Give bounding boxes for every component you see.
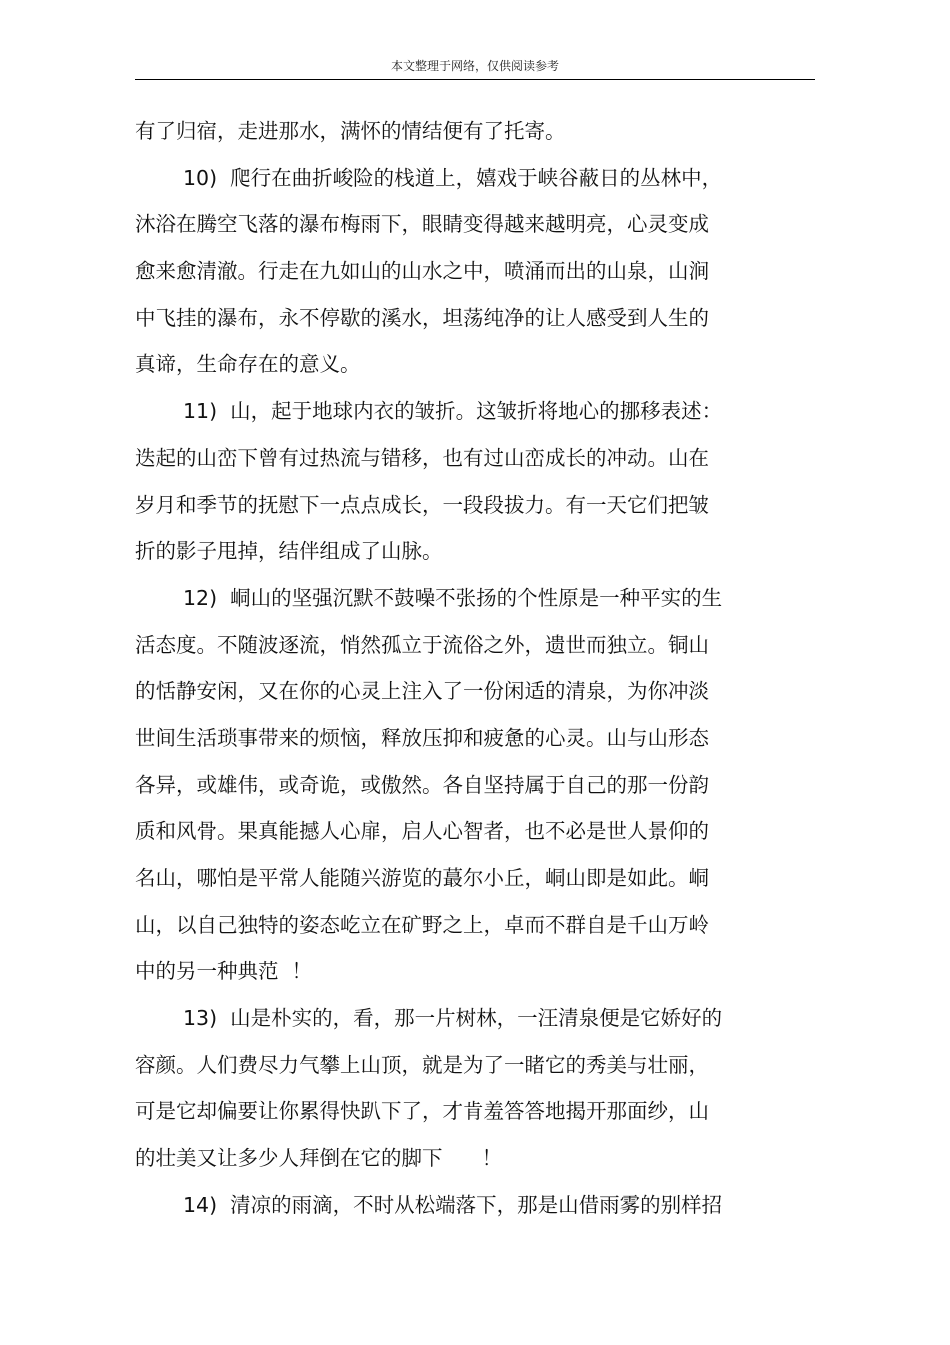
text-line: 的恬静安闲，又在你的心灵上注入了一份闲适的清泉，为你冲淡 — [135, 679, 709, 704]
text-line: 真谛，生命存在的意义。 — [135, 352, 361, 377]
text-line: 容颜。人们费尽力气攀上山顶，就是为了一睹它的秀美与壮丽， — [135, 1052, 709, 1077]
header-divider — [135, 79, 815, 80]
text-line: 折的影子甩掉，结伴组成了山脉。 — [135, 539, 443, 564]
text-line: 沐浴在腾空飞落的瀑布梅雨下，眼睛变得越来越明亮，心灵变成 — [135, 212, 709, 237]
text-line: 各异，或雄伟，或奇诡，或傲然。各自坚持属于自己的那一份韵 — [135, 772, 709, 797]
text-line: 岁月和季节的抚慰下一点点成长，一段段拔力。有一天它们把皱 — [135, 492, 709, 517]
paragraph-11-line: 11) 山，起于地球内衣的皱折。这皱折将地心的挪移表述： — [183, 399, 723, 424]
page-header: 本文整理于网络，仅供阅读参考 — [390, 59, 559, 73]
paragraph-14-line: 14) 清凉的雨滴，不时从松端落下，那是山借雨雾的别样招 — [183, 1192, 723, 1217]
paragraph-13-line: 13) 山是朴实的，看，那一片树林，一汪清泉便是它娇好的 — [183, 1006, 723, 1031]
text-line: 中的另一种典范 ！ — [135, 959, 313, 984]
text-line: 的壮美又让多少人拜倒在它的脚下 ！ — [135, 1146, 503, 1171]
paragraph-12-line: 12) 峒山的坚强沉默不鼓噪不张扬的个性原是一种平实的生 — [183, 585, 723, 610]
text-line: 中飞挂的瀑布，永不停歇的溪水，坦荡纯净的让人感受到人生的 — [135, 305, 709, 330]
text-line: 世间生活琐事带来的烦恼，释放压抑和疲惫的心灵。山与山形态 — [135, 725, 709, 750]
body-text — [135, 108, 815, 1229]
text-line: 迭起的山峦下曾有过热流与错移，也有过山峦成长的冲动。山在 — [135, 445, 709, 470]
text-line: 有了归宿，走进那水，满怀的情结便有了托寄。 — [135, 119, 566, 143]
text-line: 质和风骨。果真能撼人心扉，启人心智者，也不必是世人景仰的 — [135, 819, 709, 844]
text-line: 活态度。不随波逐流，悄然孤立于流俗之外，遗世而独立。铜山 — [135, 632, 709, 657]
text-line: 名山，哪怕是平常人能随兴游览的蕞尔小丘，峒山即是如此。峒 — [135, 866, 709, 890]
paragraph-10-line: 10) 爬行在曲折峻险的栈道上，嬉戏于峡谷蔽日的丛林中， — [183, 165, 723, 190]
text-line: 愈来愈清澈。行走在九如山的山水之中，喷涌而出的山泉，山涧 — [135, 259, 709, 284]
text-line: 可是它却偏要让你累得快趴下了，才肯羞答答地揭开那面纱，山 — [135, 1099, 709, 1124]
text-line: 山，以自己独特的姿态屹立在矿野之上，卓而不群自是千山万岭 — [135, 912, 709, 937]
